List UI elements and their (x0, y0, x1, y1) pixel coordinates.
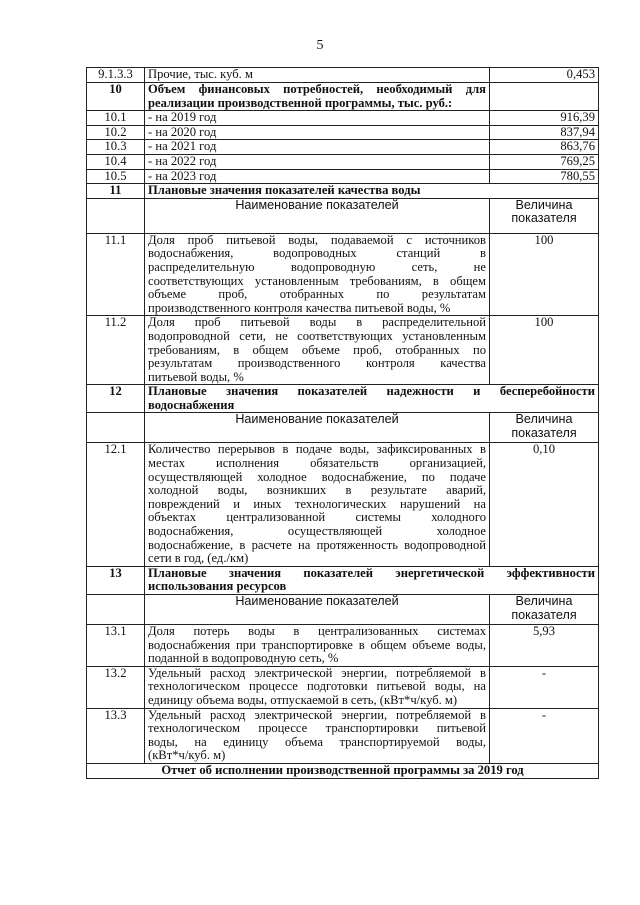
table-row (87, 140, 599, 155)
row-value: 769,25 (490, 154, 599, 169)
table-row (87, 625, 599, 667)
column-header-value: Величина показателя (490, 595, 599, 625)
section-number: 10 (87, 83, 145, 111)
row-value: 0,453 (490, 68, 599, 83)
row-value: 100 (490, 316, 599, 385)
section-title: Объем финансовых потребностей, необходимый для реализации производственной программы, тыс. руб.: (145, 83, 490, 111)
row-number: 13.1 (87, 625, 145, 667)
column-header-value: Величина показателя (490, 413, 599, 443)
table-row (87, 125, 599, 140)
row-value: 5,93 (490, 625, 599, 667)
table-row (87, 316, 599, 385)
row-text: Прочие, тыс. куб. м (145, 68, 490, 83)
table-row (87, 154, 599, 169)
row-text: - на 2021 год (145, 140, 490, 155)
row-number: 9.1.3.3 (87, 68, 145, 83)
row-value: 780,55 (490, 169, 599, 184)
blank-cell (87, 595, 145, 625)
column-header-name: Наименование показателей (145, 413, 490, 443)
table-row (87, 169, 599, 184)
row-value: 916,39 (490, 111, 599, 126)
row-value: - (490, 666, 599, 708)
table-row (87, 111, 599, 126)
row-number: 13.2 (87, 666, 145, 708)
row-text: - на 2023 год (145, 169, 490, 184)
row-value: 863,76 (490, 140, 599, 155)
row-value: - (490, 708, 599, 763)
section-title: Плановые значения показателей надежности и бесперебойности водоснабжения (145, 385, 599, 413)
row-text: Доля проб питьевой воды, подаваемой с источников водоснабжения, водопроводных станций в распределительную водопроводную сеть, не соответствующих установленным требованиям, в общем объеме проб, отобранных по результатам производственного контроля качества питьевой воды, % (145, 233, 490, 316)
section-title: Плановые значения показателей качества воды (145, 184, 599, 199)
section-header-row (87, 566, 599, 594)
report-heading-row (87, 763, 599, 778)
column-header-row (87, 595, 599, 625)
row-text: - на 2020 год (145, 125, 490, 140)
section-number: 12 (87, 385, 145, 413)
row-text: Удельный расход электрической энергии, потребляемой в технологическом процессе транспортировки питьевой воды, на единицу объема транспортируемой воды, (кВт*ч/куб. м) (145, 708, 490, 763)
page-number: 5 (316, 38, 324, 53)
section-header-row (87, 83, 599, 111)
section-value-empty (490, 83, 599, 111)
row-value: 0,10 (490, 443, 599, 566)
row-text: - на 2022 год (145, 154, 490, 169)
row-number: 11.1 (87, 233, 145, 316)
blank-cell (87, 413, 145, 443)
program-table (86, 67, 599, 779)
table-row (87, 68, 599, 83)
row-number: 10.5 (87, 169, 145, 184)
row-text: Доля потерь воды в централизованных системах водоснабжения при транспортировке в общем объеме воды, поданной в водопроводную сеть, % (145, 625, 490, 667)
row-text: Доля проб питьевой воды в распределительной водопроводной сети, не соответствующих установленным требованиям, в общем объеме проб, отобранных по результатам производственного контроля качества питьевой воды, % (145, 316, 490, 385)
section-number: 13 (87, 566, 145, 594)
row-number: 11.2 (87, 316, 145, 385)
row-number: 10.4 (87, 154, 145, 169)
row-number: 10.1 (87, 111, 145, 126)
table-row (87, 443, 599, 566)
column-header-name: Наименование показателей (145, 595, 490, 625)
row-value: 837,94 (490, 125, 599, 140)
row-text: Количество перерывов в подаче воды, зафиксированных в местах исполнения обязательств организацией, осуществляющей холодное водоснабжение, по подаче холодной воды, возникших в результате аварий, повреждений и иных технологических нарушений на объектах централизованной системы холодного водоснабжения, осуществляющей холодное водоснабжение, в расчете на протяженность водопроводной сети в год, (ед./км) (145, 443, 490, 566)
row-number: 12.1 (87, 443, 145, 566)
table-row (87, 233, 599, 316)
row-text: Удельный расход электрической энергии, потребляемой в технологическом процессе подготовки питьевой воды, на единицу объема воды, отпускаемой в сеть, (кВт*ч/куб. м) (145, 666, 490, 708)
row-number: 10.3 (87, 140, 145, 155)
blank-cell (87, 198, 145, 233)
row-value: 100 (490, 233, 599, 316)
table-row (87, 666, 599, 708)
column-header-row (87, 413, 599, 443)
report-heading: Отчет об исполнении производственной программы за 2019 год (87, 763, 599, 778)
section-title: Плановые значения показателей энергетической эффективности использования ресурсов (145, 566, 599, 594)
table-row (87, 708, 599, 763)
column-header-row (87, 198, 599, 233)
row-text: - на 2019 год (145, 111, 490, 126)
row-number: 13.3 (87, 708, 145, 763)
row-number: 10.2 (87, 125, 145, 140)
column-header-name: Наименование показателей (145, 198, 490, 233)
column-header-value: Величина показателя (490, 198, 599, 233)
section-header-row (87, 385, 599, 413)
section-number: 11 (87, 184, 145, 199)
section-header-row (87, 184, 599, 199)
